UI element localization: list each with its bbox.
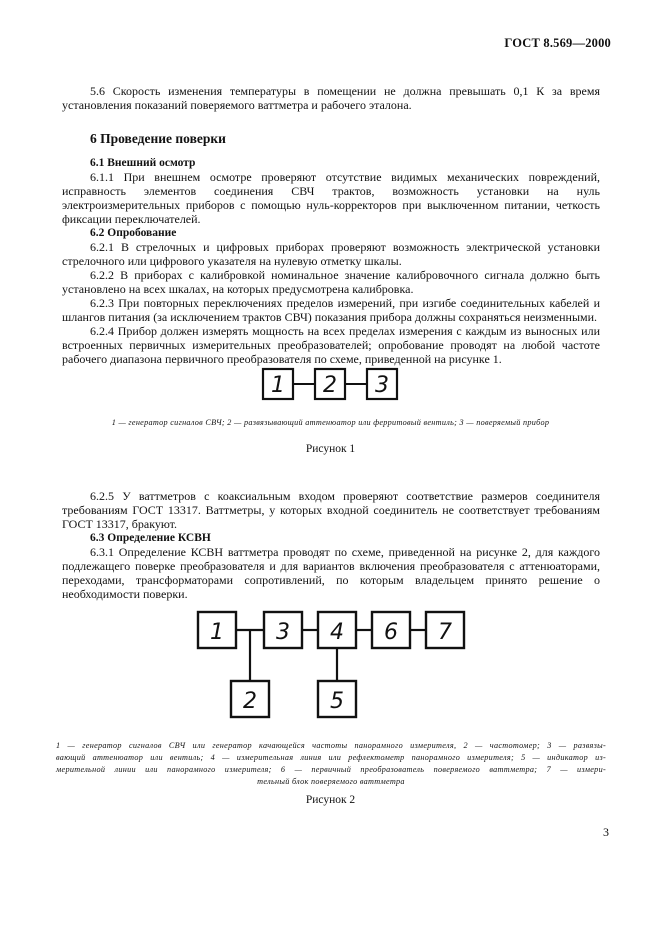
figure-2-diagram xyxy=(195,609,470,724)
paragraph-5-6: 5.6 Скорость изменения температуры в помещении не должна превышать 0,1 К за время установления показаний поверяемого ваттметра и рабочего эталона. xyxy=(62,84,600,112)
paragraph-6-2-4: 6.2.4 Прибор должен измерять мощность на всех пределах измерения с каждым из выносных или встроенных первичных измерительных преобразователей; опробование проводят на любой частоте рабочего диапазона первичного преобразователя по схеме, приведенной на рисунке 1. xyxy=(62,324,600,366)
fig2-box-3-label: 3 xyxy=(276,620,290,645)
section-6-1-title: 6.1 Внешний осмотр xyxy=(90,157,196,169)
section-6-2-title: 6.2 Опробование xyxy=(90,227,177,239)
fig1-box-1-label: 1 xyxy=(271,373,285,398)
body-middle xyxy=(62,489,600,601)
fig2-box-1-label: 1 xyxy=(210,620,224,645)
paragraph-6-2-2: 6.2.2 В приборах с калибровкой номинальное значение калибровочного сигнала должно быть установлено на всех шкалах, на которых предусмотрена калибровка. xyxy=(62,268,600,296)
paragraph-6-2-5: 6.2.5 У ваттметров с коаксиальным входом проверяют соответствие размеров соединителя требованиям ГОСТ 13317. Ваттметры, у которых входной соединитель не соответствует требованиям ГОСТ 13317, бракуют. xyxy=(62,489,600,531)
figure-2-caption-line: мерительной линии или панорамного измерителя; 6 — первичный преобразователь поверяемого ваттметра; 7 — измери- xyxy=(56,765,606,774)
fig2-box-2-label: 2 xyxy=(243,689,257,714)
paragraph-6-2-1: 6.2.1 В стрелочных и цифровых приборах проверяют возможность электрической установки стрелочного или цифрового указателя на нулевую отметку шкалы. xyxy=(62,240,600,268)
fig1-box-2-label: 2 xyxy=(323,373,337,398)
page-number: 3 xyxy=(603,825,609,839)
fig2-box-5-label: 5 xyxy=(330,689,344,714)
fig2-box-7-label: 7 xyxy=(438,620,452,645)
figure-1-caption: 1 — генератор сигналов СВЧ; 2 — развязывающий аттенюатор или ферритовый вентиль; 3 — поверяемый прибор xyxy=(111,418,550,427)
figure-2-title: Рисунок 2 xyxy=(305,794,356,806)
fig2-box-4-label: 4 xyxy=(330,620,344,645)
paragraph-6-2-3: 6.2.3 При повторных переключениях пределов измерений, при изгибе соединительных кабелей и шлангов питания (за исключением трактов СВЧ) показания прибора должны сохраняться неизменными. xyxy=(62,296,600,324)
body-top xyxy=(62,84,600,366)
figure-2-caption-line: тельный блок поверяемого ваттметра xyxy=(257,777,405,786)
paragraph-6-3-1: 6.3.1 Определение КСВН ваттметра проводят по схеме, приведенной на рисунке 2, для каждого подлежащего поверке преобразователя и для вариантов включения преобразователя с аттенюаторами, переходами, трансформаторами сопротивлений, по которым владельцем принято решение о необходимости поверки. xyxy=(62,545,600,601)
figure-1-title: Рисунок 1 xyxy=(305,443,356,455)
paragraph-6-1-1: 6.1.1 При внешнем осмотре проверяют отсутствие видимых механических повреждений, исправность элементов соединения СВЧ трактов, возможность установки на нуль электроизмерительных приборов с помощью нуль-корректоров при выключенном питании, четкость фиксации переключателей. xyxy=(62,170,600,226)
figure-2-caption-line: 1 — генератор сигналов СВЧ или генератор качающейся частоты панорамного измерителя, 2 — частотомер; 3 — развязы- xyxy=(56,741,606,750)
figure-2-caption-line: вающий аттенюатор или вентиль; 4 — измерительная линия или рефлектометр панорамного измерителя; 5 — индикатор из- xyxy=(56,753,606,762)
figure-2-caption xyxy=(56,740,606,788)
section-6-title: 6 Проведение поверки xyxy=(90,131,226,146)
document-code: ГОСТ 8.569—2000 xyxy=(504,36,611,50)
fig2-box-6-label: 6 xyxy=(384,620,398,645)
section-6-3-title: 6.3 Определение КСВН xyxy=(90,532,211,544)
fig1-box-3-label: 3 xyxy=(375,373,389,398)
figure-1-diagram xyxy=(260,366,408,402)
